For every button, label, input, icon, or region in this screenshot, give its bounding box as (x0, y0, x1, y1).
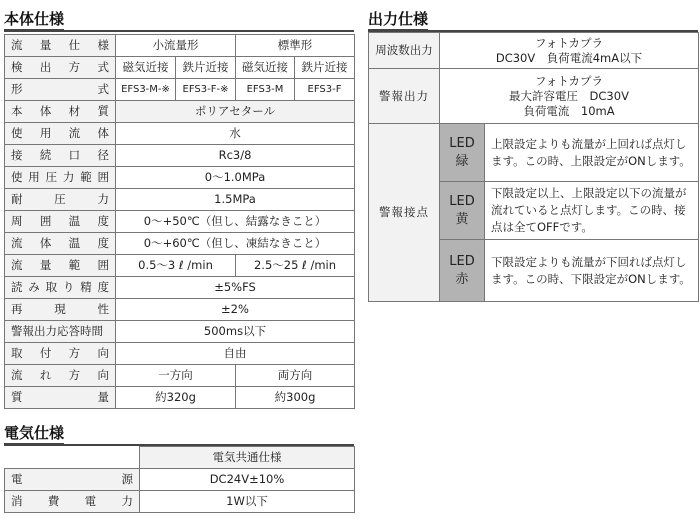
led-red (440, 240, 485, 302)
led-yellow-desc: 下限設定以上、上限設定以下の流量が流れていると点灯します。この時、接点は全てOFFです。 (485, 182, 699, 240)
row-value: DC24V±10% (140, 469, 355, 491)
led-yellow (440, 182, 485, 240)
row-label: 接続口径 (5, 145, 116, 167)
model-cell: EFS3-M-※ (116, 79, 176, 101)
row-label: 読み取り精度 (5, 277, 116, 299)
alarm-line-3: 負荷電流 10mA (523, 103, 615, 118)
row-value-standard: 両方向 (236, 365, 355, 387)
elec-common-header: 電気共通仕様 (140, 447, 355, 469)
row-label: 使用流体 (5, 123, 116, 145)
alarm-output-label: 警報出力 (369, 69, 440, 124)
row-value-small: 0.5〜3 ℓ /min (116, 255, 236, 277)
row-label: 周囲温度 (5, 211, 116, 233)
header-standard: 標準形 (236, 35, 355, 57)
alarm-output-value (440, 69, 699, 124)
body-spec-title: 本体仕様 (4, 10, 64, 31)
freq-line-2: DC30V 負荷電流4mA以下 (495, 50, 643, 65)
alarm-line-2: 最大許容電圧 DC30V (509, 88, 629, 103)
row-label: 流体温度 (5, 233, 116, 255)
model-cell: EFS3-F-※ (176, 79, 236, 101)
row-value: 0〜+60℃（但し、凍結なきこと） (116, 233, 355, 255)
row-value: 自由 (116, 343, 355, 365)
row-value: 0〜1.0MPa (116, 167, 355, 189)
elec-spec-table (4, 446, 355, 513)
row-label: 本体材質 (5, 101, 116, 123)
detection-cell: 磁気近接 (116, 57, 176, 79)
led-green (440, 124, 485, 182)
led-color: 赤 (455, 271, 469, 287)
row-value-small: 一方向 (116, 365, 236, 387)
freq-output-label: 周波数出力 (369, 33, 440, 69)
row-value: ±5%FS (116, 277, 355, 299)
led-label: LED (449, 253, 475, 269)
output-spec-table (368, 32, 699, 302)
row-label: 消費電力 (5, 491, 140, 513)
row-value: 500ms以下 (116, 321, 355, 343)
header-small-flow: 小流量形 (116, 35, 236, 57)
row-label: 再現性 (5, 299, 116, 321)
row-label: 流れ方向 (5, 365, 116, 387)
row-label: 取付方向 (5, 343, 116, 365)
row-label: 電源 (5, 469, 140, 491)
row-value-standard: 約300g (236, 387, 355, 409)
row-label: 使用圧力範囲 (5, 167, 116, 189)
row-value: ポリアセタール (116, 101, 355, 123)
led-label: LED (449, 135, 475, 151)
led-red-desc: 下限設定よりも流量が下回れば点灯します。この時、下限設定がONします。 (485, 240, 699, 302)
row-label: 警報出力応答時間 (5, 321, 116, 343)
row-value: 1.5MPa (116, 189, 355, 211)
model-cell: EFS3-M (236, 79, 295, 101)
row-label: 検出方式 (5, 57, 116, 79)
row-value: Rc3/8 (116, 145, 355, 167)
elec-empty-corner (5, 447, 140, 469)
row-value: 水 (116, 123, 355, 145)
detection-cell: 鉄片近接 (295, 57, 355, 79)
led-color: 黄 (455, 211, 469, 227)
row-value: ±2% (116, 299, 355, 321)
elec-spec-title: 電気仕様 (4, 424, 64, 445)
model-cell: EFS3-F (295, 79, 355, 101)
row-value: 0〜+50℃（但し、結露なきこと） (116, 211, 355, 233)
freq-output-value (440, 33, 699, 69)
alarm-line-1: フォトカプラ (534, 73, 604, 88)
row-label: 流量仕様 (5, 35, 116, 57)
led-green-desc: 上限設定よりも流量が上回れば点灯します。この時、上限設定がONします。 (485, 124, 699, 182)
led-label: LED (449, 193, 475, 209)
freq-line-1: フォトカプラ (534, 35, 604, 50)
row-value-small: 約320g (116, 387, 236, 409)
body-spec-table (4, 34, 355, 409)
row-value-standard: 2.5〜25 ℓ /min (236, 255, 355, 277)
output-spec-title: 出力仕様 (368, 10, 428, 31)
row-label: 耐圧力 (5, 189, 116, 211)
detection-cell: 鉄片近接 (176, 57, 236, 79)
alarm-contact-label: 警報接点 (369, 124, 440, 302)
body-spec-title-rule (4, 30, 354, 32)
row-label: 質量 (5, 387, 116, 409)
row-value: 1W以下 (140, 491, 355, 513)
detection-cell: 磁気近接 (236, 57, 295, 79)
row-label: 形式 (5, 79, 116, 101)
led-color: 緑 (455, 153, 469, 169)
row-label: 流量範囲 (5, 255, 116, 277)
